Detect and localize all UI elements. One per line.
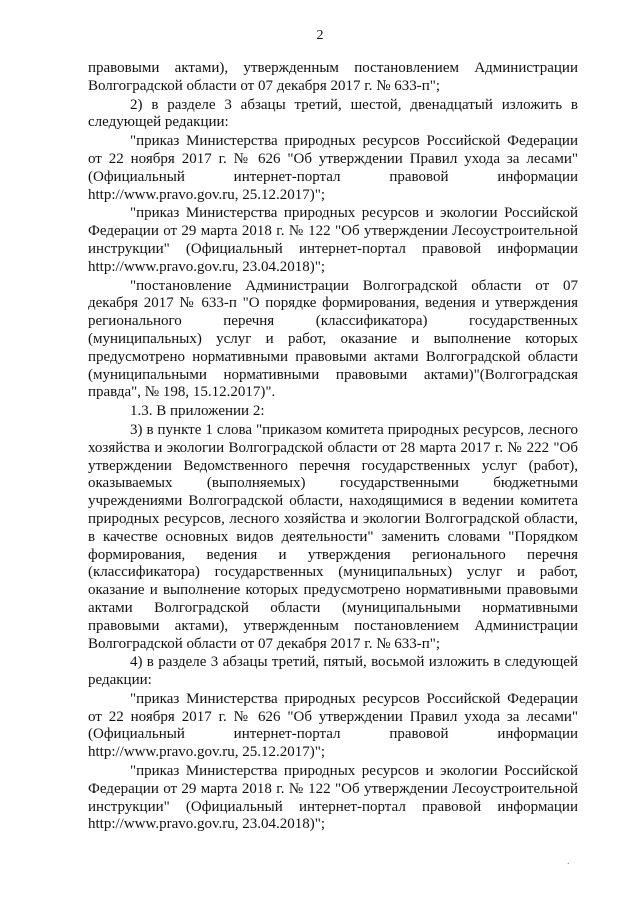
- paragraph: "постановление Администрации Волгоградской области от 07 декабря 2017 № 633-п "О порядке формирования, ведения и утверждения регионального перечня (классификатора) государственных (муниципальных) услуг и работ, оказание и выполнение которых предусмотрено нормативными правовыми актами Волгоградской области (муниципальными нормативными правовыми актами)"(Волгоградская правда", № 198, 15.12.2017)".: [88, 277, 578, 401]
- paragraph: правовыми актами), утвержденным постановлением Администрации Волгоградской области от 07 декабря 2017 г. № 633-п";: [88, 60, 578, 94]
- paragraph: "приказ Министерства природных ресурсов и экологии Российской Федерации от 29 марта 2018 г. № 122 "Об утверждении Лесоустроительной инструкции" (Официальный интернет-портал правовой информации http://www.pravo.gov.ru, 23.04.2018)";: [88, 763, 578, 833]
- paragraph: 2) в разделе 3 абзацы третий, шестой, двенадцатый изложить в следующей редакции:: [88, 96, 578, 131]
- paragraph: 1.3. В приложении 2:: [130, 403, 265, 420]
- paragraph: "приказ Министерства природных ресурсов и экологии Российской Федерации от 29 марта 2018 г. № 122 "Об утверждении Лесоустроительной инструкции" (Официальный интернет-портал правовой информации http://www.pravo.gov.ru, 23.04.2018)";: [88, 205, 578, 275]
- page-number: 2: [316, 28, 324, 43]
- paragraph: 3) в пункте 1 слова "приказом комитета природных ресурсов, лесного хозяйства и экологии Волгоградской области от 28 марта 2017 г. № 222 "Об утверждении Ведомственного перечня государственных услуг (работ), оказываемых (выполняемых) государственными бюджетными учреждениями Волгоградской области, находящимися в ведении комитета природных ресурсов, лесного хозяйства и экологии Волгоградской области, в качестве основных видов деятельности" заменить словами "Порядком формирования, ведения и утверждения регионального перечня (классификатора) государственных (муниципальных) услуг и работ, оказание и выполнение которых предусмотрено нормативными правовыми актами Волгоградской области (муниципальными нормативными правовыми актами), утвержденным постановлением Администрации Волгоградской области от 07 декабря 2017 г. № 633-п";: [88, 421, 578, 652]
- paragraph: 4) в разделе 3 абзацы третий, пятый, восьмой изложить в следующей редакции:: [88, 654, 578, 689]
- paragraph: "приказ Министерства природных ресурсов Российской Федерации от 22 ноября 2017 г. № 626 "Об утверждении Правил ухода за лесами" (Официальный интернет-портал правовой информации http://www.pravo.gov.ru, 25.12.2017)";: [88, 133, 578, 203]
- paragraph: "приказ Министерства природных ресурсов Российской Федерации от 22 ноября 2017 г. № 626 "Об утверждении Правил ухода за лесами" (Официальный интернет-портал правовой информации http://www.pravo.gov.ru, 25.12.2017)";: [88, 690, 578, 761]
- scan-mark: .: [567, 856, 570, 867]
- document-body: [88, 60, 578, 835]
